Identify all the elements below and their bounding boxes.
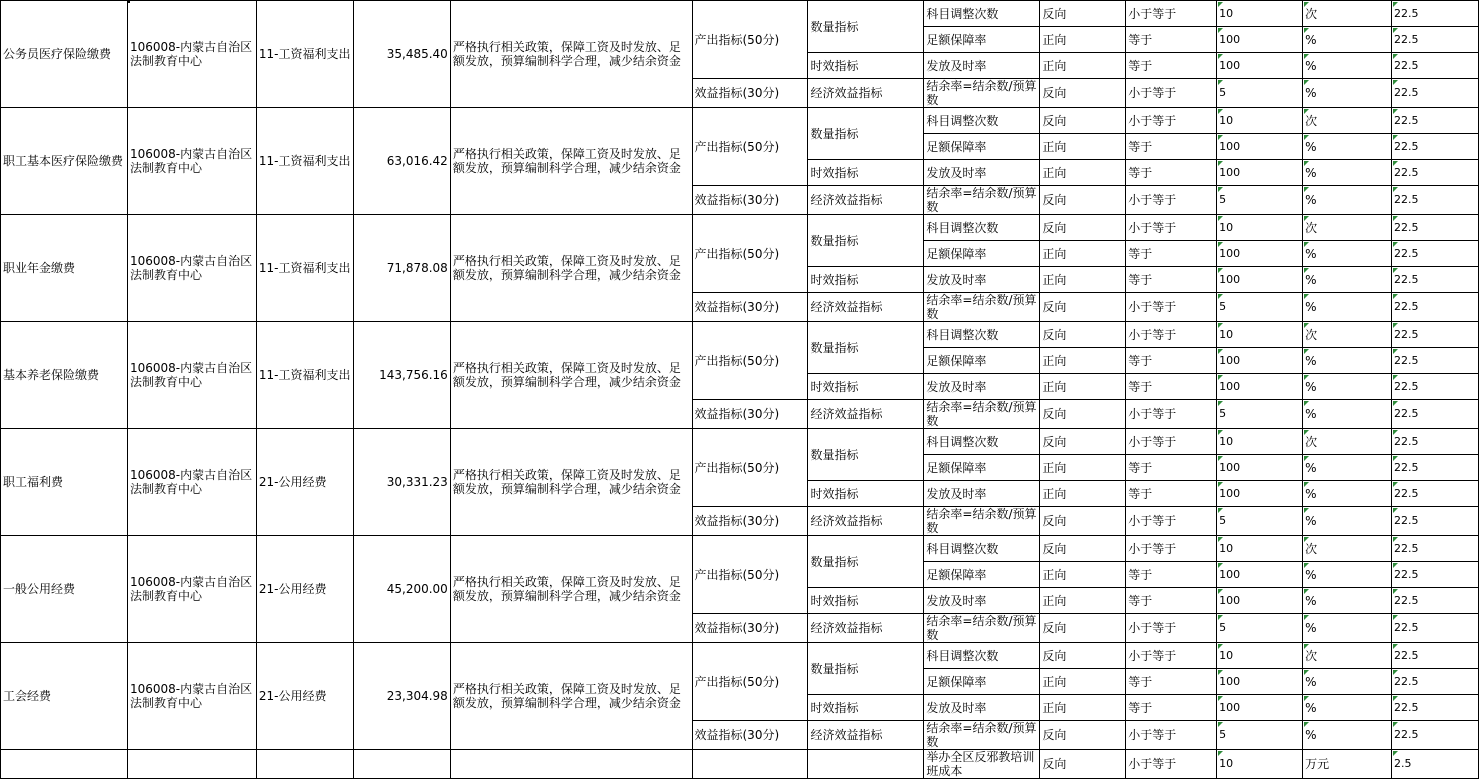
operator-cell[interactable]: 小于等于 [1126, 79, 1217, 108]
category-cell[interactable]: 11-工资福利支出 [256, 1, 353, 108]
direction-cell[interactable]: 正向 [1040, 562, 1126, 588]
table-row [1, 1, 1479, 27]
operator-cell[interactable]: 等于 [1126, 374, 1217, 400]
weight-cell[interactable]: 22.5 [1391, 562, 1478, 588]
target-value-cell[interactable]: 5 [1217, 79, 1303, 108]
direction-cell[interactable]: 正向 [1040, 27, 1126, 53]
goal-cell[interactable]: 严格执行相关政策，保障工资及时发放、足额发放，预算编制科学合理，减少结余资金 [450, 429, 692, 536]
target-value-cell[interactable]: 10 [1217, 643, 1303, 669]
empty-cell[interactable] [808, 750, 924, 779]
weight-cell[interactable]: 22.5 [1391, 400, 1478, 429]
level1-indicator-cell[interactable]: 产出指标(50分) [692, 1, 808, 79]
unit-of-measure-cell[interactable]: 次 [1303, 643, 1392, 669]
operator-cell[interactable]: 小于等于 [1126, 507, 1217, 536]
level1-indicator-cell[interactable]: 效益指标(30分) [692, 507, 808, 536]
weight-cell[interactable]: 22.5 [1391, 241, 1478, 267]
operator-cell[interactable]: 小于等于 [1126, 400, 1217, 429]
target-value-cell[interactable]: 100 [1217, 27, 1303, 53]
project-name-cell[interactable]: 职业年金缴费 [1, 215, 128, 322]
weight-cell[interactable]: 2.5 [1391, 750, 1478, 779]
direction-cell[interactable]: 正向 [1040, 695, 1126, 721]
direction-cell[interactable]: 反向 [1040, 614, 1126, 643]
operator-cell[interactable]: 小于等于 [1126, 536, 1217, 562]
indicator-name-cell[interactable]: 结余率=结余数/预算数 [924, 186, 1040, 215]
target-value-cell[interactable]: 10 [1217, 215, 1303, 241]
target-value-cell[interactable]: 100 [1217, 562, 1303, 588]
unit-of-measure-cell[interactable]: % [1303, 562, 1392, 588]
target-value-cell[interactable]: 5 [1217, 721, 1303, 750]
operator-cell[interactable]: 等于 [1126, 669, 1217, 695]
unit-cell[interactable]: 106008-内蒙古自治区法制教育中心 [127, 108, 256, 215]
unit-of-measure-cell[interactable]: % [1303, 267, 1392, 293]
table-row [1, 108, 1479, 134]
operator-cell[interactable]: 等于 [1126, 695, 1217, 721]
direction-cell[interactable]: 反向 [1040, 400, 1126, 429]
indicator-name-cell[interactable]: 足额保障率 [924, 348, 1040, 374]
unit-of-measure-cell[interactable]: % [1303, 160, 1392, 186]
unit-of-measure-cell[interactable]: % [1303, 721, 1392, 750]
level1-indicator-cell[interactable]: 产出指标(50分) [692, 322, 808, 400]
weight-cell[interactable]: 22.5 [1391, 643, 1478, 669]
weight-cell[interactable]: 22.5 [1391, 507, 1478, 536]
target-value-cell[interactable]: 100 [1217, 134, 1303, 160]
level1-indicator-cell[interactable]: 效益指标(30分) [692, 293, 808, 322]
level2-indicator-cell[interactable]: 时效指标 [808, 695, 924, 721]
weight-cell[interactable]: 22.5 [1391, 79, 1478, 108]
target-value-cell[interactable]: 100 [1217, 374, 1303, 400]
level2-indicator-cell[interactable]: 经济效益指标 [808, 721, 924, 750]
table-row [1, 536, 1479, 562]
project-name-cell[interactable]: 一般公用经费 [1, 536, 128, 643]
level1-indicator-cell[interactable]: 效益指标(30分) [692, 721, 808, 750]
unit-cell[interactable]: 106008-内蒙古自治区法制教育中心 [127, 322, 256, 429]
empty-cell[interactable] [450, 750, 692, 779]
weight-cell[interactable]: 22.5 [1391, 429, 1478, 455]
level2-indicator-cell[interactable]: 时效指标 [808, 160, 924, 186]
target-value-cell[interactable]: 5 [1217, 507, 1303, 536]
unit-of-measure-cell[interactable]: 次 [1303, 322, 1392, 348]
weight-cell[interactable]: 22.5 [1391, 1, 1478, 27]
project-name-cell[interactable]: 职工福利费 [1, 429, 128, 536]
empty-cell[interactable] [127, 750, 256, 779]
level2-indicator-cell[interactable]: 时效指标 [808, 267, 924, 293]
indicator-name-cell[interactable]: 科目调整次数 [924, 429, 1040, 455]
weight-cell[interactable]: 22.5 [1391, 669, 1478, 695]
level1-indicator-cell[interactable]: 效益指标(30分) [692, 79, 808, 108]
direction-cell[interactable]: 正向 [1040, 669, 1126, 695]
category-cell[interactable]: 11-工资福利支出 [256, 215, 353, 322]
unit-of-measure-cell[interactable]: % [1303, 53, 1392, 79]
weight-cell[interactable]: 22.5 [1391, 536, 1478, 562]
empty-cell[interactable] [256, 750, 353, 779]
direction-cell[interactable]: 反向 [1040, 429, 1126, 455]
indicator-name-cell[interactable]: 足额保障率 [924, 669, 1040, 695]
category-cell[interactable]: 21-公用经费 [256, 643, 353, 750]
target-value-cell[interactable]: 100 [1217, 481, 1303, 507]
indicator-name-cell[interactable]: 结余率=结余数/预算数 [924, 614, 1040, 643]
level2-indicator-cell[interactable]: 数量指标 [808, 1, 924, 53]
level2-indicator-cell[interactable]: 时效指标 [808, 481, 924, 507]
unit-of-measure-cell[interactable]: % [1303, 79, 1392, 108]
amount-cell[interactable]: 23,304.98 [353, 643, 450, 750]
unit-cell[interactable]: 106008-内蒙古自治区法制教育中心 [127, 536, 256, 643]
indicator-name-cell[interactable]: 足额保障率 [924, 134, 1040, 160]
table-row [1, 750, 1479, 779]
unit-of-measure-cell[interactable]: % [1303, 695, 1392, 721]
indicator-name-cell[interactable]: 科目调整次数 [924, 322, 1040, 348]
table-row [1, 643, 1479, 669]
level2-indicator-cell[interactable]: 经济效益指标 [808, 400, 924, 429]
level1-indicator-cell[interactable]: 效益指标(30分) [692, 614, 808, 643]
weight-cell[interactable]: 22.5 [1391, 322, 1478, 348]
level1-indicator-cell[interactable]: 产出指标(50分) [692, 536, 808, 614]
indicator-name-cell[interactable]: 发放及时率 [924, 695, 1040, 721]
table-row [1, 322, 1479, 348]
amount-cell[interactable]: 30,331.23 [353, 429, 450, 536]
direction-cell[interactable]: 反向 [1040, 507, 1126, 536]
indicator-name-cell[interactable]: 结余率=结余数/预算数 [924, 721, 1040, 750]
target-value-cell[interactable]: 100 [1217, 241, 1303, 267]
indicator-name-cell[interactable]: 举办全区反邪教培训班成本 [924, 750, 1040, 779]
direction-cell[interactable]: 正向 [1040, 348, 1126, 374]
target-value-cell[interactable]: 100 [1217, 160, 1303, 186]
goal-cell[interactable]: 严格执行相关政策，保障工资及时发放、足额发放，预算编制科学合理，减少结余资金 [450, 1, 692, 108]
weight-cell[interactable]: 22.5 [1391, 374, 1478, 400]
weight-cell[interactable]: 22.5 [1391, 348, 1478, 374]
category-cell[interactable]: 11-工资福利支出 [256, 108, 353, 215]
weight-cell[interactable]: 22.5 [1391, 134, 1478, 160]
unit-of-measure-cell[interactable]: % [1303, 134, 1392, 160]
operator-cell[interactable]: 小于等于 [1126, 429, 1217, 455]
target-value-cell[interactable]: 100 [1217, 267, 1303, 293]
target-value-cell[interactable]: 5 [1217, 614, 1303, 643]
goal-cell[interactable]: 严格执行相关政策，保障工资及时发放、足额发放，预算编制科学合理，减少结余资金 [450, 643, 692, 750]
unit-of-measure-cell[interactable]: % [1303, 481, 1392, 507]
target-value-cell[interactable]: 5 [1217, 293, 1303, 322]
operator-cell[interactable]: 等于 [1126, 27, 1217, 53]
indicator-name-cell[interactable]: 结余率=结余数/预算数 [924, 400, 1040, 429]
level2-indicator-cell[interactable]: 经济效益指标 [808, 186, 924, 215]
level1-indicator-cell[interactable]: 产出指标(50分) [692, 108, 808, 186]
indicator-name-cell[interactable]: 发放及时率 [924, 588, 1040, 614]
target-value-cell[interactable]: 10 [1217, 750, 1303, 779]
level2-indicator-cell[interactable]: 经济效益指标 [808, 507, 924, 536]
grid-body [1, 1, 1479, 779]
direction-cell[interactable]: 正向 [1040, 374, 1126, 400]
operator-cell[interactable]: 小于等于 [1126, 108, 1217, 134]
unit-of-measure-cell[interactable]: 次 [1303, 108, 1392, 134]
direction-cell[interactable]: 正向 [1040, 481, 1126, 507]
direction-cell[interactable]: 正向 [1040, 241, 1126, 267]
goal-cell[interactable]: 严格执行相关政策，保障工资及时发放、足额发放，预算编制科学合理，减少结余资金 [450, 322, 692, 429]
unit-of-measure-cell[interactable]: 万元 [1303, 750, 1392, 779]
level2-indicator-cell[interactable]: 数量指标 [808, 108, 924, 160]
empty-cell[interactable] [353, 750, 450, 779]
direction-cell[interactable]: 反向 [1040, 643, 1126, 669]
operator-cell[interactable]: 小于等于 [1126, 186, 1217, 215]
indicator-name-cell[interactable]: 结余率=结余数/预算数 [924, 79, 1040, 108]
unit-of-measure-cell[interactable]: % [1303, 669, 1392, 695]
operator-cell[interactable]: 小于等于 [1126, 721, 1217, 750]
weight-cell[interactable]: 22.5 [1391, 721, 1478, 750]
weight-cell[interactable]: 22.5 [1391, 215, 1478, 241]
weight-cell[interactable]: 22.5 [1391, 614, 1478, 643]
indicator-name-cell[interactable]: 足额保障率 [924, 455, 1040, 481]
direction-cell[interactable]: 正向 [1040, 588, 1126, 614]
target-value-cell[interactable]: 100 [1217, 455, 1303, 481]
level2-indicator-cell[interactable]: 经济效益指标 [808, 293, 924, 322]
level2-indicator-cell[interactable]: 数量指标 [808, 429, 924, 481]
amount-cell[interactable]: 63,016.42 [353, 108, 450, 215]
category-cell[interactable]: 21-公用经费 [256, 536, 353, 643]
unit-cell[interactable]: 106008-内蒙古自治区法制教育中心 [127, 429, 256, 536]
operator-cell[interactable]: 等于 [1126, 588, 1217, 614]
target-value-cell[interactable]: 5 [1217, 400, 1303, 429]
unit-of-measure-cell[interactable]: % [1303, 455, 1392, 481]
level2-indicator-cell[interactable]: 经济效益指标 [808, 79, 924, 108]
project-name-cell[interactable]: 基本养老保险缴费 [1, 322, 128, 429]
operator-cell[interactable]: 小于等于 [1126, 215, 1217, 241]
unit-of-measure-cell[interactable]: % [1303, 614, 1392, 643]
amount-cell[interactable]: 35,485.40 [353, 1, 450, 108]
level1-indicator-cell[interactable]: 效益指标(30分) [692, 186, 808, 215]
amount-cell[interactable]: 71,878.08 [353, 215, 450, 322]
direction-cell[interactable]: 反向 [1040, 186, 1126, 215]
level2-indicator-cell[interactable]: 时效指标 [808, 53, 924, 79]
indicator-name-cell[interactable]: 发放及时率 [924, 53, 1040, 79]
unit-of-measure-cell[interactable]: % [1303, 507, 1392, 536]
indicator-name-cell[interactable]: 发放及时率 [924, 267, 1040, 293]
target-value-cell[interactable]: 10 [1217, 322, 1303, 348]
operator-cell[interactable]: 小于等于 [1126, 322, 1217, 348]
indicator-name-cell[interactable]: 科目调整次数 [924, 643, 1040, 669]
unit-cell[interactable]: 106008-内蒙古自治区法制教育中心 [127, 1, 256, 108]
level2-indicator-cell[interactable]: 数量指标 [808, 643, 924, 695]
operator-cell[interactable]: 等于 [1126, 241, 1217, 267]
level1-indicator-cell[interactable]: 产出指标(50分) [692, 429, 808, 507]
direction-cell[interactable]: 正向 [1040, 53, 1126, 79]
direction-cell[interactable]: 反向 [1040, 79, 1126, 108]
operator-cell[interactable]: 小于等于 [1126, 643, 1217, 669]
target-value-cell[interactable]: 100 [1217, 588, 1303, 614]
target-value-cell[interactable]: 100 [1217, 695, 1303, 721]
amount-cell[interactable]: 143,756.16 [353, 322, 450, 429]
indicator-name-cell[interactable]: 发放及时率 [924, 374, 1040, 400]
unit-of-measure-cell[interactable]: 次 [1303, 536, 1392, 562]
weight-cell[interactable]: 22.5 [1391, 27, 1478, 53]
operator-cell[interactable]: 小于等于 [1126, 614, 1217, 643]
target-value-cell[interactable]: 10 [1217, 429, 1303, 455]
direction-cell[interactable]: 反向 [1040, 108, 1126, 134]
target-value-cell[interactable]: 100 [1217, 53, 1303, 79]
direction-cell[interactable]: 正向 [1040, 134, 1126, 160]
indicator-name-cell[interactable]: 结余率=结余数/预算数 [924, 293, 1040, 322]
level1-indicator-cell[interactable]: 产出指标(50分) [692, 643, 808, 721]
unit-of-measure-cell[interactable]: % [1303, 588, 1392, 614]
indicator-name-cell[interactable]: 科目调整次数 [924, 1, 1040, 27]
unit-of-measure-cell[interactable]: 次 [1303, 1, 1392, 27]
direction-cell[interactable]: 正向 [1040, 267, 1126, 293]
unit-of-measure-cell[interactable]: 次 [1303, 215, 1392, 241]
unit-of-measure-cell[interactable]: % [1303, 374, 1392, 400]
indicator-name-cell[interactable]: 发放及时率 [924, 481, 1040, 507]
category-cell[interactable]: 11-工资福利支出 [256, 322, 353, 429]
project-name-cell[interactable]: 职工基本医疗保险缴费 [1, 108, 128, 215]
level2-indicator-cell[interactable]: 时效指标 [808, 588, 924, 614]
indicator-name-cell[interactable]: 足额保障率 [924, 27, 1040, 53]
direction-cell[interactable]: 反向 [1040, 721, 1126, 750]
weight-cell[interactable]: 22.5 [1391, 588, 1478, 614]
project-name-cell[interactable]: 工会经费 [1, 643, 128, 750]
weight-cell[interactable]: 22.5 [1391, 186, 1478, 215]
indicator-name-cell[interactable]: 足额保障率 [924, 241, 1040, 267]
level2-indicator-cell[interactable]: 数量指标 [808, 322, 924, 374]
target-value-cell[interactable]: 100 [1217, 669, 1303, 695]
goal-cell[interactable]: 严格执行相关政策，保障工资及时发放、足额发放，预算编制科学合理，减少结余资金 [450, 108, 692, 215]
target-value-cell[interactable]: 10 [1217, 108, 1303, 134]
operator-cell[interactable]: 等于 [1126, 481, 1217, 507]
target-value-cell[interactable]: 5 [1217, 186, 1303, 215]
unit-cell[interactable]: 106008-内蒙古自治区法制教育中心 [127, 643, 256, 750]
target-value-cell[interactable]: 10 [1217, 536, 1303, 562]
weight-cell[interactable]: 22.5 [1391, 108, 1478, 134]
weight-cell[interactable]: 22.5 [1391, 293, 1478, 322]
empty-cell[interactable] [692, 750, 808, 779]
operator-cell[interactable]: 小于等于 [1126, 293, 1217, 322]
level1-indicator-cell[interactable]: 产出指标(50分) [692, 215, 808, 293]
direction-cell[interactable]: 正向 [1040, 455, 1126, 481]
indicator-name-cell[interactable]: 科目调整次数 [924, 215, 1040, 241]
direction-cell[interactable]: 反向 [1040, 1, 1126, 27]
unit-of-measure-cell[interactable]: % [1303, 348, 1392, 374]
level2-indicator-cell[interactable]: 数量指标 [808, 215, 924, 267]
unit-of-measure-cell[interactable]: % [1303, 400, 1392, 429]
operator-cell[interactable]: 等于 [1126, 53, 1217, 79]
weight-cell[interactable]: 22.5 [1391, 481, 1478, 507]
goal-cell[interactable]: 严格执行相关政策，保障工资及时发放、足额发放，预算编制科学合理，减少结余资金 [450, 536, 692, 643]
weight-cell[interactable]: 22.5 [1391, 267, 1478, 293]
direction-cell[interactable]: 反向 [1040, 322, 1126, 348]
operator-cell[interactable]: 小于等于 [1126, 750, 1217, 779]
target-value-cell[interactable]: 10 [1217, 1, 1303, 27]
indicator-name-cell[interactable]: 结余率=结余数/预算数 [924, 507, 1040, 536]
level2-indicator-cell[interactable]: 时效指标 [808, 374, 924, 400]
unit-of-measure-cell[interactable]: % [1303, 27, 1392, 53]
unit-of-measure-cell[interactable]: % [1303, 241, 1392, 267]
operator-cell[interactable]: 等于 [1126, 348, 1217, 374]
amount-cell[interactable]: 45,200.00 [353, 536, 450, 643]
indicator-name-cell[interactable]: 科目调整次数 [924, 536, 1040, 562]
operator-cell[interactable]: 小于等于 [1126, 1, 1217, 27]
direction-cell[interactable]: 正向 [1040, 160, 1126, 186]
weight-cell[interactable]: 22.5 [1391, 53, 1478, 79]
target-value-cell[interactable]: 100 [1217, 348, 1303, 374]
direction-cell[interactable]: 反向 [1040, 215, 1126, 241]
operator-cell[interactable]: 等于 [1126, 455, 1217, 481]
operator-cell[interactable]: 等于 [1126, 134, 1217, 160]
table-row [1, 215, 1479, 241]
table-row [1, 429, 1479, 455]
unit-of-measure-cell[interactable]: % [1303, 293, 1392, 322]
unit-of-measure-cell[interactable]: % [1303, 186, 1392, 215]
empty-cell[interactable] [1, 750, 128, 779]
level2-indicator-cell[interactable]: 经济效益指标 [808, 614, 924, 643]
direction-cell[interactable]: 反向 [1040, 536, 1126, 562]
unit-of-measure-cell[interactable]: 次 [1303, 429, 1392, 455]
level2-indicator-cell[interactable]: 数量指标 [808, 536, 924, 588]
operator-cell[interactable]: 等于 [1126, 160, 1217, 186]
indicator-name-cell[interactable]: 足额保障率 [924, 562, 1040, 588]
direction-cell[interactable]: 反向 [1040, 750, 1126, 779]
category-cell[interactable]: 21-公用经费 [256, 429, 353, 536]
operator-cell[interactable]: 等于 [1126, 267, 1217, 293]
goal-cell[interactable]: 严格执行相关政策，保障工资及时发放、足额发放，预算编制科学合理，减少结余资金 [450, 215, 692, 322]
direction-cell[interactable]: 反向 [1040, 293, 1126, 322]
weight-cell[interactable]: 22.5 [1391, 455, 1478, 481]
indicator-name-cell[interactable]: 发放及时率 [924, 160, 1040, 186]
unit-cell[interactable]: 106008-内蒙古自治区法制教育中心 [127, 215, 256, 322]
project-name-cell[interactable]: 公务员医疗保险缴费 [1, 1, 128, 108]
weight-cell[interactable]: 22.5 [1391, 160, 1478, 186]
level1-indicator-cell[interactable]: 效益指标(30分) [692, 400, 808, 429]
operator-cell[interactable]: 等于 [1126, 562, 1217, 588]
indicator-name-cell[interactable]: 科目调整次数 [924, 108, 1040, 134]
weight-cell[interactable]: 22.5 [1391, 695, 1478, 721]
